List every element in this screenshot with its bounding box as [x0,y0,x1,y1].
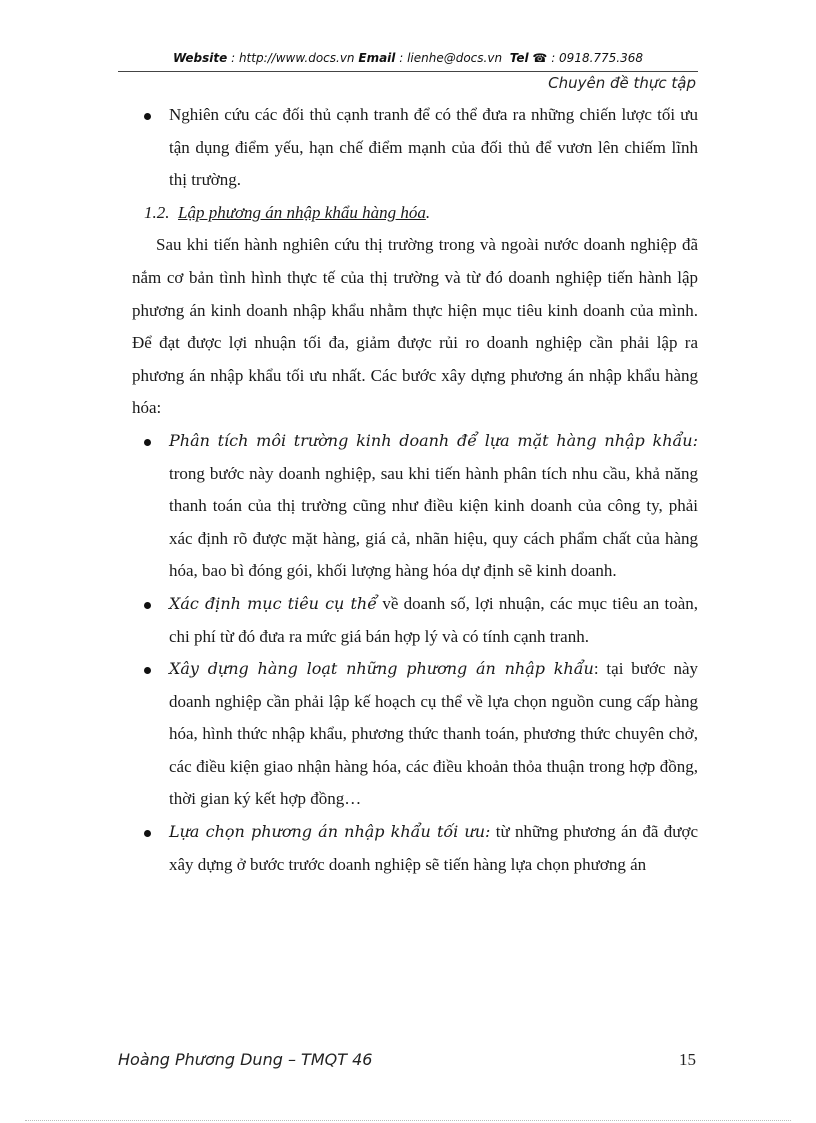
header-rule [118,71,698,72]
subheading-trailing: . [425,202,431,222]
bullet-dot-icon [144,667,151,674]
tel-value: : 0918.775.368 [547,51,644,65]
step-item [132,653,698,816]
page-bottom-rule [25,1120,791,1121]
step-item [132,588,698,653]
subheading-number: 1.2. [144,202,170,222]
bullet-dot-icon [144,439,151,446]
step-text: từ những phương án đã được xây dựng ở bước trước doanh nghiệp sẽ tiến hàng lựa chọn phương án [169,822,698,874]
page-content [132,99,698,881]
subheading-title: Lập phương án nhập khẩu hàng hóa [178,202,426,222]
phone-icon: ☎ [532,51,548,65]
website-header [0,51,816,65]
tel-label: Tel [509,51,529,65]
step-text: : tại bước này doanh nghiệp cần phải lập kế hoạch cụ thể về lựa chọn nguồn cung cấp hàng hóa, hình thức nhập khẩu, phương thức thanh toán, phương thức chuyên chở, các điều kiện giao nhận hàng hóa, các điều khoản thỏa thuận trong hợp đồng, thời gian ký kết hợp đồng… [169,659,698,809]
bullet-intro-text: Nghiên cứu các đối thủ cạnh tranh để có thể đưa ra những chiến lược tối ưu tận dụng điểm yếu, hạn chế điểm mạnh của đối thủ để vươn lên chiếm lĩnh thị trường. [169,105,698,190]
bullet-dot-icon [144,113,151,120]
step-item [132,425,698,588]
bullet-dot-icon [144,602,151,609]
subheading [132,197,698,230]
page-number: 15 [679,1050,696,1069]
website-url[interactable]: http://www.docs.vn [238,51,355,65]
website-label: Website [172,51,228,65]
footer-author: Hoàng Phương Dung – TMQT 46 [118,1050,373,1069]
step-title: Xác định mục tiêu cụ thể [169,593,378,613]
step-title: Xây dựng hàng loạt những phương án nhập khẩu [169,659,594,679]
email-label: Email [358,51,396,65]
step-title: Phân tích môi trường kinh doanh để lựa mặt hàng nhập khẩu: [169,430,698,450]
section-name: Chuyên đề thực tập [548,74,696,92]
bullet-intro [132,99,698,197]
step-title: Lựa chọn phương án nhập khẩu tối ưu: [169,822,491,842]
step-text: về doanh số, lợi nhuận, các mục tiêu an toàn, chi phí từ đó đưa ra mức giá bán hợp lý và có tính cạnh tranh. [169,593,698,646]
email-value[interactable]: lienhe@docs.vn [407,51,503,65]
email-separator: : [395,51,408,65]
body-paragraph: Sau khi tiến hành nghiên cứu thị trường trong và ngoài nước doanh nghiệp đã nắm cơ bản tình hình thực tế của thị trường và từ đó doanh nghiệp tiến hành lập phương án kinh doanh nhập khẩu nhằm thực hiện mục tiêu kinh doanh của mình. Để đạt được lợi nhuận tối đa, giảm được rủi ro doanh nghiệp cần phải lập ra phương án nhập khẩu tối ưu nhất. Các bước xây dựng phương án nhập khẩu hàng hóa: [132,235,698,418]
website-separator: : [227,51,239,65]
bullet-dot-icon [144,830,151,837]
step-item [132,816,698,881]
step-text: trong bước này doanh nghiệp, sau khi tiến hành phân tích nhu cầu, khả năng thanh toán của thị trường cũng như điều kiện kinh doanh của công ty, phải xác định rõ được mặt hàng, giá cả, nhãn hiệu, quy cách phẩm chất của hàng hóa, bao bì đóng gói, khối lượng hàng hóa dự định sẽ kinh doanh. [169,463,698,581]
